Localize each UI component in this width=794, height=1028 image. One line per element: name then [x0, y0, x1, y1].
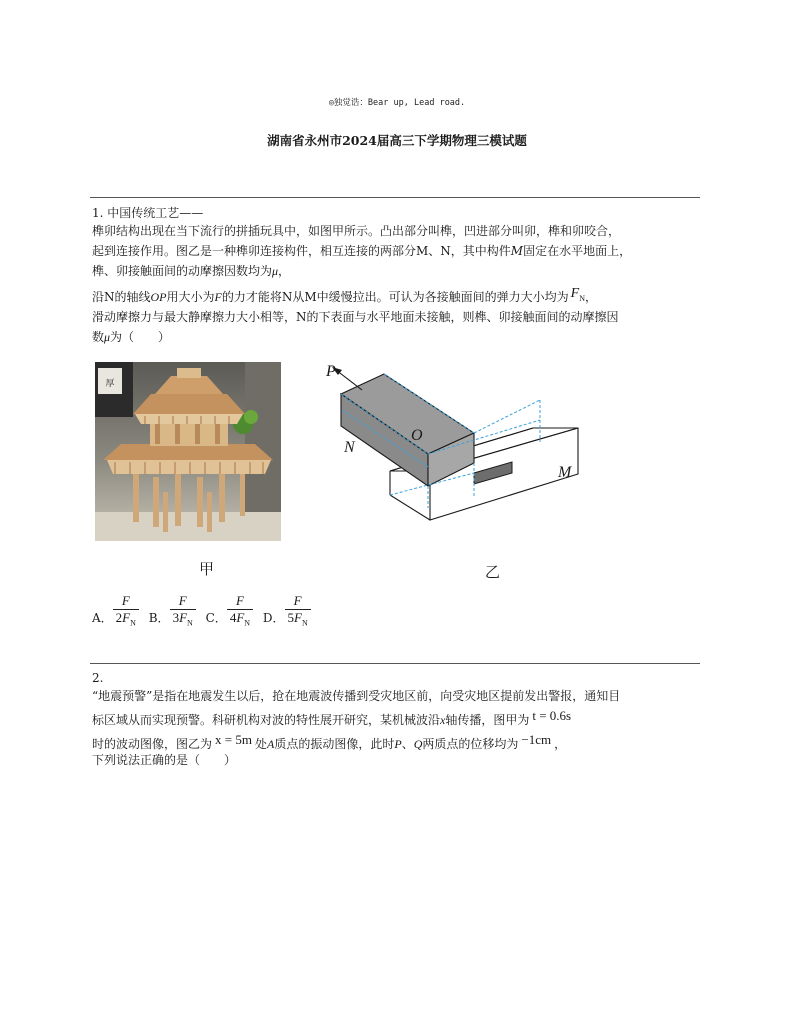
- option-b-den-coef: 3: [172, 610, 180, 625]
- option-c-den-sub: N: [244, 618, 251, 628]
- q1-line-2-tail: 固定在水平地面上，: [523, 244, 632, 258]
- caption-jia: 甲: [199, 560, 215, 578]
- q1-line-1: 榫卯结构出现在当下流行的拼插玩具中，如图甲所示。凸出部分叫榫，凹进部分叫卯，榫和卯咬合，: [92, 224, 621, 238]
- q1-var-fn: [571, 286, 585, 301]
- q2-line-3-text-d: 两质点的位移均为: [422, 737, 519, 751]
- diagram-mortise-tenon: [322, 358, 584, 524]
- q1-line-6-text: 数: [92, 330, 105, 344]
- q1-line-3-text: 榫、卯接触面间的动摩擦因数均为: [92, 264, 273, 278]
- q2-var-x: x: [440, 713, 446, 727]
- q2-line-3-sep: 、: [401, 737, 414, 751]
- q1-line-6-tail: 为（ ）: [110, 330, 171, 344]
- photo-wooden-pagoda: [95, 362, 281, 541]
- q1-line-2: [92, 241, 631, 261]
- q2-line-2: [92, 710, 571, 730]
- option-b-fraction: [170, 593, 196, 628]
- q2-position-value: x = 5m: [215, 732, 252, 747]
- q1-line-intro: [92, 203, 203, 223]
- option-b-den-var: F: [179, 610, 188, 625]
- q1-var-mu: μ: [272, 264, 279, 278]
- option-c-label: C．: [205, 610, 227, 625]
- q1-var-op: OP: [150, 290, 167, 304]
- q2-var-q: Q: [413, 737, 423, 751]
- option-d[interactable]: [263, 593, 311, 628]
- q1-line-3-tail: ，: [278, 264, 291, 278]
- option-d-num: F: [293, 593, 302, 608]
- q2-line-2-text-b: 轴传播，图甲为: [445, 713, 530, 727]
- q1-number: 1.: [92, 206, 104, 220]
- option-d-fraction: [285, 593, 311, 628]
- option-c-den-var: F: [236, 610, 245, 625]
- q2-line-1: “地震预警”是指在地震发生以后，抢在地震波传播到受灾地区前，向受灾地区提前发出警报，通知目: [92, 689, 621, 703]
- q1-options: [92, 593, 317, 628]
- option-c-den-coef: 4: [229, 610, 237, 625]
- q1-var-f: F: [214, 290, 222, 304]
- option-a[interactable]: [92, 593, 139, 628]
- option-a-num: F: [121, 593, 130, 608]
- q1-var-fn-sub: N: [579, 293, 586, 303]
- q1-line-4-text-c: 的力才能将N从M中缓慢拉出。可认为各接触面间的弹力大小均为: [221, 290, 569, 304]
- q1-var-m: M: [510, 244, 524, 258]
- option-d-label: D．: [262, 610, 285, 625]
- label-m: M: [558, 464, 572, 481]
- option-c-fraction: [227, 593, 253, 628]
- q2-line-3-text: 时的波动图像，图乙为: [92, 737, 213, 751]
- q1-intro: 中国传统工艺——: [107, 206, 204, 220]
- q1-line-6: [92, 327, 170, 347]
- q2-line-2-text: 标区域从而实现预警。科研机构对波的特性展开研究，某机械波沿: [92, 713, 441, 727]
- page-title: 湖南省永州市2024届高三下学期物理三模试题: [267, 133, 527, 148]
- q1-line-3: [92, 261, 290, 281]
- option-a-label: A．: [92, 610, 113, 625]
- option-a-den-coef: 2: [115, 610, 123, 625]
- option-c[interactable]: [206, 593, 253, 628]
- q1-var-fn-f: F: [570, 286, 580, 301]
- q2-line-3-tail: ，: [554, 737, 567, 751]
- divider-top: [90, 197, 700, 198]
- q2-var-p: P: [394, 737, 402, 751]
- q1-line-4-text-b: 用大小为: [166, 290, 215, 304]
- divider-middle: [90, 663, 700, 664]
- option-c-num: F: [235, 593, 244, 608]
- label-n: N: [344, 439, 355, 456]
- caption-yi: 乙: [485, 563, 501, 581]
- option-b-num: F: [178, 593, 187, 608]
- option-b-den-sub: N: [187, 618, 193, 628]
- q2-time-value: t = 0.6s: [532, 708, 572, 723]
- option-b[interactable]: [149, 593, 196, 628]
- option-b-label: B．: [148, 610, 170, 625]
- option-d-den-coef: 5: [287, 610, 294, 625]
- q2-displacement-value: −1cm: [521, 732, 552, 747]
- label-p: P: [326, 363, 336, 380]
- q2-line-4: 下列说法正确的是（ ）: [92, 753, 237, 767]
- q1-line-4-tail: ，: [585, 290, 598, 304]
- q1-line-5: 滑动摩擦力与最大静摩擦力大小相等，N的下表面与水平地面未接触，则榫、卯接触面间的动摩擦因: [92, 310, 619, 324]
- q2-line-3-text-c: 质点的振动图像，此时: [274, 737, 395, 751]
- option-a-den-var: F: [122, 610, 131, 625]
- option-d-den-sub: N: [301, 618, 308, 628]
- q2-number: 2.: [92, 671, 104, 685]
- label-o: O: [411, 427, 423, 444]
- option-a-den-sub: N: [130, 618, 136, 628]
- q1-var-mu-2: μ: [104, 330, 111, 344]
- q2-line-3-text-b: 处: [254, 737, 267, 751]
- q1-line-2-text: 起到连接作用。图乙是一种榫卯连接构件，相互连接的两部分M、N，其中构件: [92, 244, 511, 258]
- q2-var-a: A: [266, 737, 275, 751]
- option-d-den-var: F: [294, 610, 302, 625]
- header-motto: ◎独觉诰：Bear up, Lead road.: [328, 98, 466, 108]
- svg-text:厚: 厚: [105, 379, 115, 389]
- option-a-fraction: [113, 593, 139, 628]
- q1-line-4-text: 沿N的轴线: [92, 290, 151, 304]
